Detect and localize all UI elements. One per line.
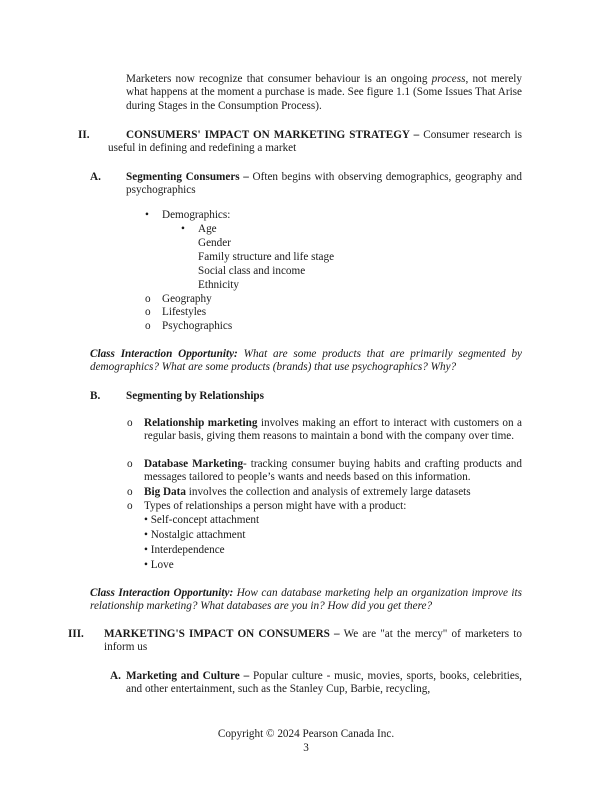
- segment-item: Lifestyles: [162, 306, 207, 318]
- intro-text-start: Marketers now recognize that consumer behaviour is an ongoing: [126, 73, 432, 85]
- circle-bullet-icon: o: [145, 306, 151, 318]
- section-3-paragraph: [104, 628, 522, 655]
- section-2-text: Consumer research is useful in defining and redefining a market: [108, 129, 522, 155]
- relationship-item-text: involves making an effort to interact with customers on a regular basis, giving them reasons to maintain a bond with the company over time.: [144, 417, 522, 443]
- relationship-item: [144, 458, 522, 485]
- relationship-item-term: Big Data: [144, 486, 186, 498]
- segment-item: Geography: [162, 293, 212, 305]
- intro-text-end: , not merely what happens at the moment a purchase is made. See figure 1.1 (Some Issues That Arise during Stages in the Consumption Process).: [126, 73, 523, 112]
- footer-copyright: Copyright © 2024 Pearson Canada Inc.: [217, 728, 395, 740]
- class-interaction-1: [90, 348, 522, 375]
- section-2-heading: CONSUMERS' IMPACT ON MARKETING STRATEGY –: [126, 129, 420, 141]
- section-3-text: We are "at the mercy" of marketers to inform us: [104, 628, 522, 654]
- subsection-b-heading: Segmenting by Relationships: [126, 390, 265, 402]
- class-interaction-2: [90, 587, 522, 614]
- subsection-b-letter: B.: [90, 390, 101, 402]
- subsection-a-letter: A.: [90, 171, 101, 183]
- subsection-a-heading: Segmenting Consumers –: [126, 171, 249, 183]
- demographic-item: Age: [198, 223, 217, 235]
- subsection-a-text: Often begins with observing demographics, geography and psychographics: [126, 171, 522, 197]
- circle-bullet-icon: o: [127, 458, 133, 470]
- subsection-3a-heading: Marketing and Culture –: [126, 670, 250, 682]
- demographic-item: Family structure and life stage: [198, 251, 335, 263]
- subsection-3a-text: Popular culture - music, movies, sports, books, celebrities, and other entertainment, such as the Stanley Cup, Barbie, recycling,: [126, 670, 522, 696]
- cio-1-text: What are some products that are primarily segmented by demographics? What are some products (brands) that use psychographics? Why?: [90, 348, 523, 374]
- relationship-item: [144, 500, 522, 513]
- circle-bullet-icon: o: [145, 293, 151, 305]
- bullet-icon: •: [181, 223, 185, 235]
- relationship-item: [144, 486, 522, 499]
- circle-bullet-icon: o: [127, 417, 133, 429]
- relationship-item: [144, 417, 522, 444]
- cio-2-label: Class Interaction Opportunity:: [90, 587, 234, 599]
- relationship-type: • Interdependence: [144, 544, 225, 556]
- segment-item: Psychographics: [162, 320, 233, 332]
- demographic-item: Ethnicity: [198, 279, 240, 291]
- relationship-item-term: Database Marketing: [144, 458, 244, 470]
- bullet-icon: •: [145, 209, 149, 221]
- subsection-3a-letter: A.: [110, 670, 121, 682]
- circle-bullet-icon: o: [127, 486, 133, 498]
- circle-bullet-icon: o: [127, 500, 133, 512]
- relationship-type: • Self-concept attachment: [144, 514, 260, 526]
- relationship-item-text: involves the collection and analysis of extremely large datasets: [185, 486, 471, 498]
- cio-2-text: How can database marketing help an organization improve its relationship marketing? What databases are you in? How did you get there?: [90, 587, 523, 613]
- demographic-item: Gender: [198, 237, 231, 249]
- cio-1-label: Class Interaction Opportunity:: [90, 348, 238, 360]
- relationship-item-term: Relationship marketing: [144, 417, 258, 429]
- section-3-heading: MARKETING'S IMPACT ON CONSUMERS –: [104, 628, 340, 640]
- section-3-numeral: III.: [68, 628, 84, 640]
- relationship-item-text: - tracking consumer buying habits and crafting products and messages tailored to people’s wants and needs based on this information.: [144, 458, 522, 484]
- demographics-label: Demographics:: [162, 209, 231, 221]
- subsection-a-paragraph: [126, 171, 522, 198]
- circle-bullet-icon: o: [145, 320, 151, 332]
- intro-paragraph: [126, 73, 522, 113]
- section-2-numeral: II.: [78, 129, 90, 141]
- relationship-type: • Nostalgic attachment: [144, 529, 246, 541]
- subsection-3a-paragraph: [126, 670, 522, 697]
- footer-page-number: 3: [303, 742, 309, 754]
- relationship-item-text: Types of relationships a person might have with a product:: [144, 500, 407, 512]
- demographic-item: Social class and income: [198, 265, 306, 277]
- section-2-paragraph: [108, 129, 522, 156]
- intro-emphasis: process: [431, 73, 466, 85]
- relationship-type: • Love: [144, 559, 174, 571]
